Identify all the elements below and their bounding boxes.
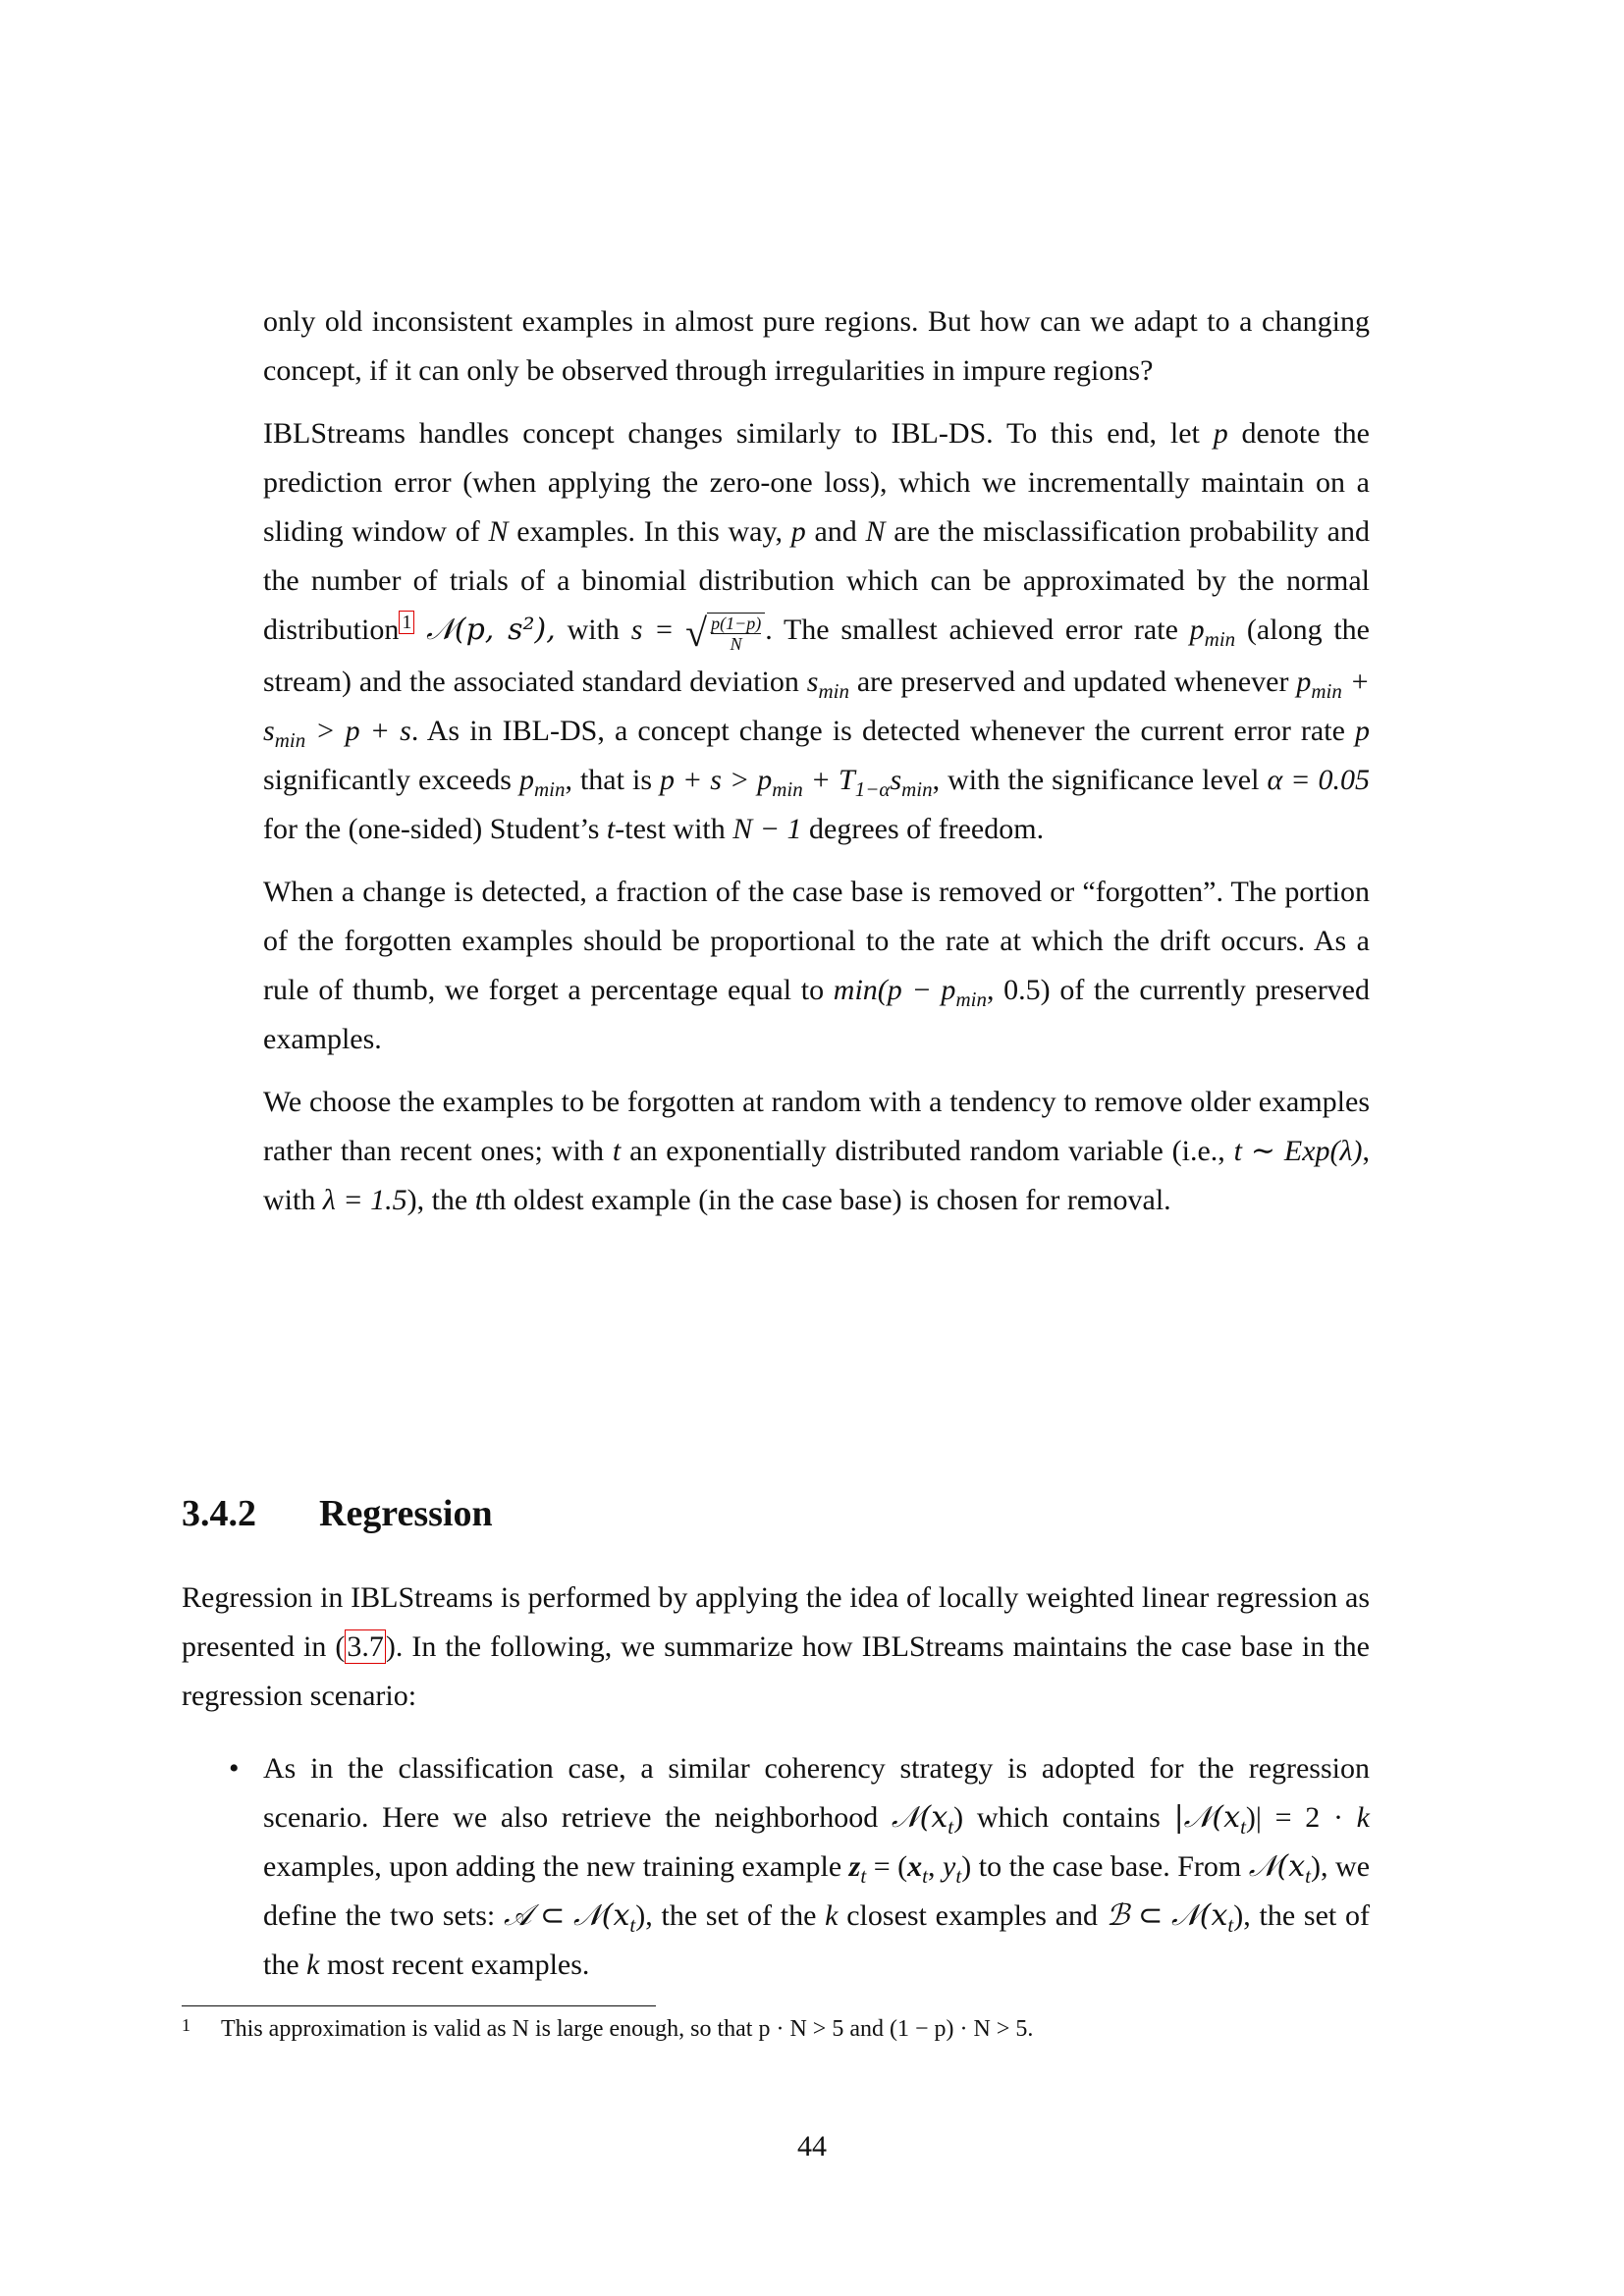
footnote-ref[interactable]: 1 [399, 611, 414, 634]
bullet-list [182, 1744, 1370, 1990]
paragraph-4: We choose the examples to be forgotten at random with a tendency to remove older examples rather than recent ones; with t an exponentially distributed random variable (i.e., t ∼ Exp(λ), with λ = 1.5), the tth oldest example (in the case base) is chosen for removal. [263, 1086, 1371, 1217]
section-body [182, 1574, 1370, 1721]
section-heading [182, 1492, 493, 1535]
list-item: • As in the classification case, a similar coherency strategy is adopted for the regression scenario. Here we also retrieve the neighborhood $𝒩(x_t)$ which contains $|𝒩(x_t)| = 2 \cdot k$ examples, upon adding the new training example $z_t = (x_t$, $y_t$) to the case base. From $𝒩(x_t)$, we define the two sets: 𝒜 ⊂ $𝒩(x_t)$, the set of the k closest examples and ℬ ⊂ $𝒩(x_t)$, the set of the k most recent examples. [182, 1744, 1370, 1990]
equation-ref-link[interactable]: 3.7 [347, 1630, 384, 1663]
page-number: 44 [797, 2130, 827, 2163]
paragraph-1: only old inconsistent examples in almost pure regions. But how can we adapt to a changing concept, if it can only be observed through irregularities in impure regions? [263, 305, 1370, 387]
section-number: 3.4.2 [182, 1493, 256, 1534]
section-title: Regression [319, 1493, 493, 1534]
footnote-divider [182, 2005, 656, 2006]
footnote-text: This approximation is valid as N is large enough, so that p · N > 5 and (1 − p) · N > 5. [221, 2016, 1034, 2042]
paragraph-5: Regression in IBLStreams is performed by applying the idea of locally weighted linear regression as presented in (3.7). In the following, we summarize how IBLStreams maintains the case base in the regression scenario: [182, 1581, 1370, 1712]
paragraph-3: When a change is detected, a fraction of the case base is removed or “forgotten”. The portion of the forgotten examples should be proportional to the rate at which the drift occurs. As a rule of thumb, we forget a percentage equal to $\min(p - p_{min}$, 0.5) of the currently preserved examples. [263, 876, 1371, 1056]
footnote [182, 2012, 1370, 2046]
paragraph-2: IBLStreams handles concept changes similarly to IBL-DS. To this end, let p denote the prediction error (when applying the zero-one loss), which we incrementally maintain on a sliding window of N examples. In this way, p and N are the misclassification probability and the number of trials of a binomial distribution which can be approximated by the normal distribution $^1$ 𝒩(p, s²), with s = √ $\frac{p(1-p)}{N}$ . The smallest achieved error rate $p_{min}$ (along the stream) and the associated standard deviation $s_{min}$ are preserved and updated whenever $p_{min} + s_{min} > p + s$. As in IBL-DS, a concept change is detected whenever the current error rate p significantly exceeds $p_{min}$, that is $p + s > p_{min} + T_{1-\alpha}s_{min}$, with the significance level α = 0.05 for the (one-sided) Student’s t-test with N − 1 degrees of freedom. [263, 417, 1371, 846]
bullet-icon: • [229, 1752, 240, 1785]
body-text-block [263, 297, 1370, 1225]
footnote-mark: 1 [182, 2015, 190, 2035]
sqrt-formula: √ $\frac{p(1-p)}{N}$ [685, 607, 765, 658]
